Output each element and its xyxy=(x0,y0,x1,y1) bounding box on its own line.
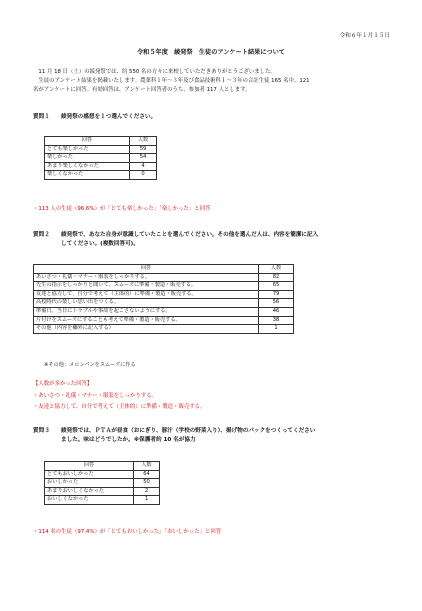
table-row xyxy=(34,273,294,282)
q3-result: ・114 名の生徒（97.4%）が「とてもおいしかった」「おいしかった」と回答 xyxy=(33,529,222,535)
question-text: 綾発祭で、あなた自身が意識していたことを選んでください。その他を選んだ人は、内容を簡潔に記入 xyxy=(61,232,319,238)
table-header-row xyxy=(45,462,160,471)
answer-cell: 先生の指示をしっかりと聞いて、スムーズに準備・製造・販売する。 xyxy=(34,282,259,291)
intro-paragraph xyxy=(33,68,389,95)
q1-result: ・113 人の生徒（96.6%）が「とても楽しかった」「楽しかった」と回答 xyxy=(33,206,211,212)
question-text: 綾発祭の感想を１つ選んでください。 xyxy=(61,114,157,120)
table-row xyxy=(34,316,294,325)
count-cell: 82 xyxy=(259,273,294,282)
count-cell: 1 xyxy=(259,325,294,334)
answer-cell: とてもおいしかった xyxy=(45,470,134,479)
count-cell: 50 xyxy=(134,479,160,488)
answer-cell: 準備日、当日にトラブルや事故を起こさないようにする。 xyxy=(34,307,259,316)
intro-line: 11 月 18 日（土）の綾発祭では、約 550 名の方々に来校していただきありがとうございました。 xyxy=(33,69,276,75)
table-row xyxy=(34,325,294,334)
count-cell: 59 xyxy=(130,145,157,154)
q2-table xyxy=(33,264,294,334)
question-number: 質問３ xyxy=(33,428,50,434)
table-row xyxy=(45,470,160,479)
table-header-row xyxy=(34,265,294,274)
answer-cell: あいさつ・礼儀・マナー・服装をしっかりする。 xyxy=(34,273,259,282)
answer-cell: 片付けをスムーズにすることも考えて準備・製造・販売する。 xyxy=(34,316,259,325)
table-row xyxy=(45,479,160,488)
answer-cell: その他（内容を欄外に記入する） xyxy=(34,325,259,334)
count-cell: 1 xyxy=(134,496,160,505)
question-2 xyxy=(33,231,393,249)
question-1 xyxy=(33,113,393,122)
question-text-cont: してください。(複数回答可)。 xyxy=(61,241,139,247)
header-count: 人数 xyxy=(134,462,160,471)
header-answer: 回答 xyxy=(45,137,130,146)
question-number: 質問２ xyxy=(33,232,50,238)
q2-result-item: ・あいさつ・礼儀・マナー・服装をしっかりする。 xyxy=(33,393,157,399)
count-cell: 38 xyxy=(259,316,294,325)
answer-cell: 高校時代の楽しい思い出をつくる。 xyxy=(34,299,259,308)
table-row xyxy=(45,487,160,496)
document-date: 令和６年１月１５日 xyxy=(339,33,390,39)
answer-cell: 楽しくなかった xyxy=(45,171,130,180)
table-row xyxy=(34,299,294,308)
count-cell: 0 xyxy=(130,171,157,180)
answer-cell: とても楽しかった xyxy=(45,145,130,154)
table-row xyxy=(34,290,294,299)
answer-cell: おいしかった xyxy=(45,479,134,488)
table-row xyxy=(45,496,160,505)
count-cell: 54 xyxy=(130,154,157,163)
question-3 xyxy=(33,427,393,445)
header-answer: 回答 xyxy=(34,265,259,274)
count-cell: 79 xyxy=(259,290,294,299)
q3-table xyxy=(44,461,160,505)
header-count: 人数 xyxy=(130,137,157,146)
q2-note: ※その他：メロンパンをスムーズに作る xyxy=(44,362,136,368)
question-text: 綾発祭では、ＰＴＡが昼食（おにぎり、豚汁（学校の野菜入り）、揚げ物のパックをつくってください xyxy=(61,428,316,434)
table-row xyxy=(45,171,157,180)
answer-cell: おいしくなかった xyxy=(45,496,134,505)
table-row xyxy=(34,282,294,291)
answer-cell: あまり楽しくなかった xyxy=(45,162,130,171)
count-cell: 46 xyxy=(259,307,294,316)
question-number: 質問１ xyxy=(33,114,50,120)
count-cell: 64 xyxy=(134,470,160,479)
table-header-row xyxy=(45,137,157,146)
answer-cell: あまりおいしくなかった xyxy=(45,487,134,496)
header-answer: 回答 xyxy=(45,462,134,471)
table-row xyxy=(45,145,157,154)
header-count: 人数 xyxy=(259,265,294,274)
table-row xyxy=(45,162,157,171)
intro-line: 名がアンケートに回答。有効回答は、アンケート回答者のうち、参加者 117 人とします。 xyxy=(33,87,251,93)
answer-cell: 楽しかった xyxy=(45,154,130,163)
count-cell: 65 xyxy=(259,282,294,291)
q1-table xyxy=(44,136,157,180)
document-title: 令和５年度 綾発祭 生徒のアンケート結果について xyxy=(136,49,285,56)
count-cell: 4 xyxy=(130,162,157,171)
question-text-cont: ました。味はどうでしたか。※保護者約 10 名が協力 xyxy=(61,437,196,443)
answer-cell: 友達と協力して、自分で考えて（主体的）に準備・製造・販売する。 xyxy=(34,290,259,299)
table-row xyxy=(45,154,157,163)
table-row xyxy=(34,307,294,316)
intro-line: 生徒のアンケート結果を掲載いたします。農業科１年～３年及び食品技術科１～３年の合計生徒 165 名中、121 xyxy=(33,78,310,84)
count-cell: 2 xyxy=(134,487,160,496)
q2-result-head: 【人数が多かった回答】 xyxy=(33,381,93,387)
q2-result-item: ・友達と協力して、自分で考えて（主体的）に準備・製造・販売する。 xyxy=(33,404,206,410)
count-cell: 56 xyxy=(259,299,294,308)
